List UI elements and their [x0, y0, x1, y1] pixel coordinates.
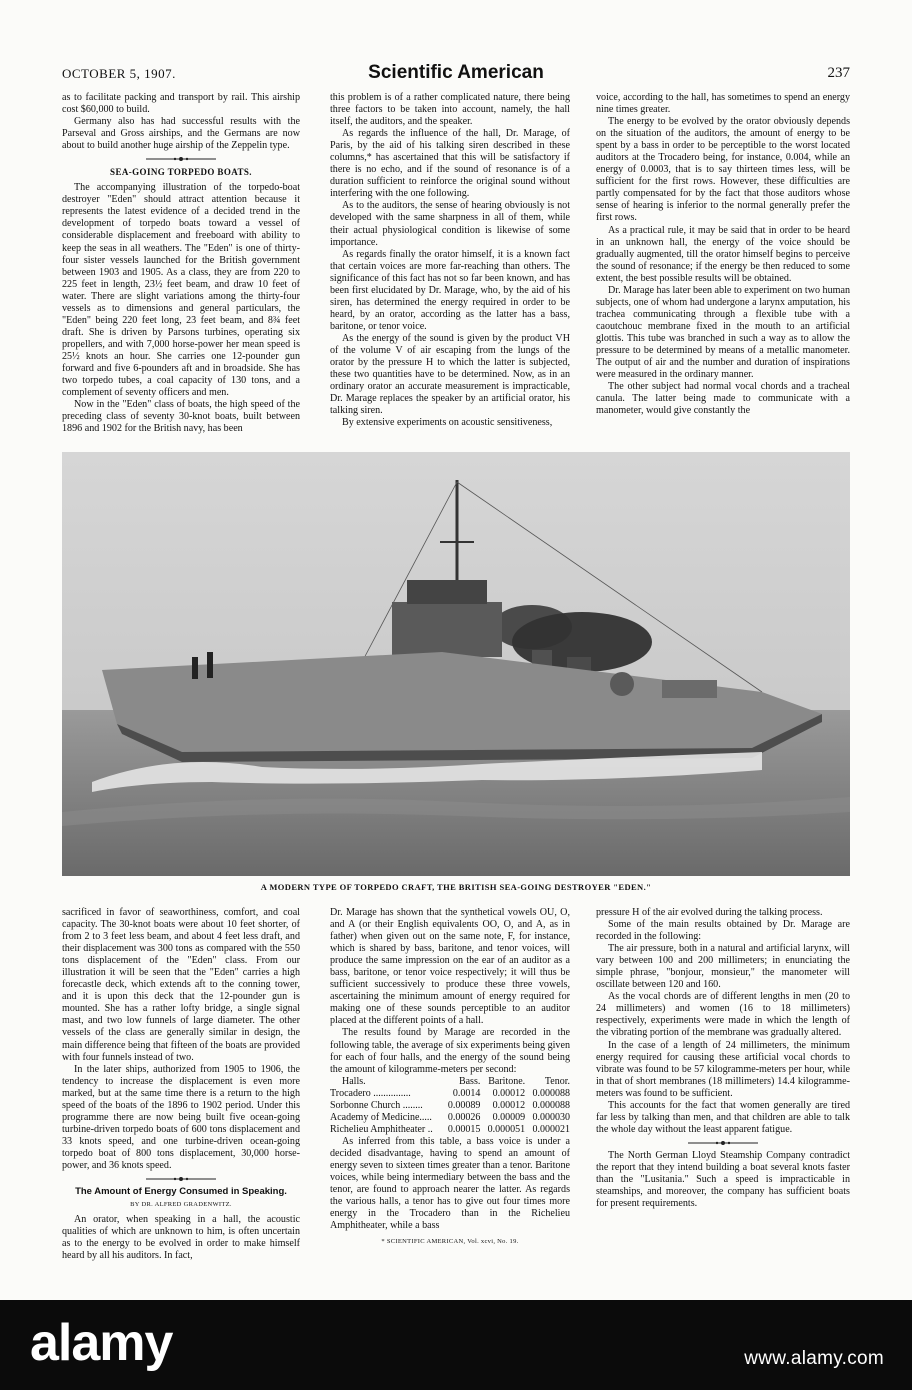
table-cell: 0.0014	[452, 1087, 481, 1099]
alamy-logo	[30, 1316, 206, 1372]
paragraph: The results found by Marage are recorded in the following table, the average of six experiments being given for each of four halls, and the energy of the sound being the amount of kilogramme-meters per second:	[330, 1027, 570, 1075]
footnote: * SCIENTIFIC AMERICAN, Vol. xcvi, No. 19.	[381, 1238, 519, 1246]
energy-table	[330, 1076, 570, 1136]
column-1-top	[62, 92, 300, 447]
paragraph: Germany also has had successful results with the Parseval and Gross airships, and the Germans are now about to build another huge airship of the Zeppelin type.	[62, 116, 300, 152]
table-header: Tenor.	[544, 1075, 570, 1087]
table-cell: Sorbonne Church ........	[330, 1099, 423, 1111]
table-cell: 0.000088	[532, 1099, 570, 1111]
paragraph: As the energy of the sound is given by the product VH of the volume V of air escaping from the lungs of the orator by the pressure H to which the latter is subjected, these two quantities have to be determined. Now, as in an ordinary orator an accurate measurement is impracticable, Dr. Marage replaces the speaker by an artificial orator, his talking siren.	[330, 332, 570, 417]
paragraph: The North German Lloyd Steamship Company contradict the report that they intend building a boat several knots faster than the "Lusitania." Such a speed is impracticable in steamships, and moreover, the company has sufficient boats for present requirements.	[596, 1149, 850, 1210]
column-3-top	[596, 92, 850, 447]
paragraph: By extensive experiments on acoustic sensitiveness,	[342, 417, 553, 429]
paragraph: as to facilitate packing and transport by rail. This airship cost $60,000 to build.	[62, 92, 300, 116]
photo-caption: A MODERN TYPE OF TORPEDO CRAFT, THE BRITISH SEA-GOING DESTROYER "EDEN."	[260, 882, 652, 892]
table-cell: 0.000030	[532, 1111, 570, 1123]
table-cell: 0.00009	[492, 1111, 526, 1123]
table-row	[330, 1124, 570, 1136]
paragraph: As inferred from this table, a bass voice is under a decided disadvantage, having to spend an amount of energy seven to sixteen times greater than a tenor. Baritone voices, while being intermediary between the bass and the tenor, are found to approach nearer the latter. As regards the various halls, a tenor has to give out four times more energy in the Trocadero than in the Richelieu Amphitheater, while a bass	[330, 1135, 570, 1231]
paragraph: This accounts for the fact that women generally are tired far less by talking than men, and that children are able to talk the whole day without the least apparent fatigue.	[596, 1099, 850, 1135]
paragraph: As to the auditors, the sense of hearing obviously is not developed with the same sharpness in all of them, while their actual physiological condition is likewise of some importance.	[330, 200, 570, 248]
table-cell: Academy of Medicine.....	[330, 1111, 432, 1123]
table-row	[330, 1100, 570, 1112]
table-cell: 0.00089	[447, 1099, 481, 1111]
issue-date: OCTOBER 5, 1907.	[62, 66, 176, 81]
table-cell: Richelieu Amphitheater ..	[330, 1123, 433, 1135]
stock-watermark-banner	[0, 1300, 912, 1390]
paragraph: Dr. Marage has later been able to experiment on two human subjects, one of whom had undergone a larynx amputation, his trachea communicating through a flexible tube with a caoutchouc membrane fixed in the mouth to an artificial glottis. This tube was branched in such a way as to allow the pressure to be determined by means of a metallic manometer. The output of air and the number and duration of inspirations were measured in the ordinary manner.	[596, 284, 850, 381]
masthead: Scientific American	[368, 62, 544, 83]
table-cell: 0.00012	[492, 1087, 526, 1099]
byline: BY DR. ALFRED GRADENWITZ.	[130, 1201, 232, 1209]
paragraph: this problem is of a rather complicated nature, there being three factors to be taken into account, namely, the hall itself, the auditors, and the speaker.	[330, 92, 570, 128]
paragraph: Some of the main results obtained by Dr. Marage are recorded in the following:	[596, 919, 850, 943]
paragraph: The accompanying illustration of the torpedo-boat destroyer "Eden" should attract attention because it represents the latest evidence of a decided trend in the development of torpedo boats toward a vessel of considerable displacement and freeboard with ability to keep the seas in all weathers. The "Eden" is one of thirty-four sister vessels launched for the British government between 1903 and 1905. As a class, they are from 220 to 225 feet in length, 23½ feet beam, and draw 10 feet of water. There are slight variations among the thirty-four vessels as to dimensions and general particulars, the "Eden" being 220 feet long, 23 feet beam, and 8¾ feet draft. She is driven by Parsons turbines, operating six propellers, and with 7,000 horse-power her mean speed is 25½ knots an hour. She carries one 12-pounder gun forward and five 6-pounders aft and in broadside. She has two torpedo tubes, a coal capacity of 130 tons, and a complement of seventy officers and men.	[62, 182, 300, 399]
paragraph: sacrificed in favor of seaworthiness, comfort, and coal capacity. The 30-knot boats were about 10 feet shorter, of from 2 to 3 feet less beam, and about 4 feet less draft, and their displacement was 300 tons as compared with the 550 tons displacement of the "Eden" class. From our illustration it will be seen that the "Eden" carries a high forecastle deck, which extends aft to the conning tower, and it is upon this deck that the 12-pounder gun is mounted. She has a rather lofty bridge, a single signal mast, and two low funnels of large diameter. The other vessels of the class are generally similar in design, the main difference being that fifteen of the boats are provided with four funnels instead of two.	[62, 907, 300, 1063]
paragraph: The other subject had normal vocal chords and a tracheal canula. The latter being made to communicate with a manometer, would give constantly the	[596, 381, 850, 417]
ornament-rule	[688, 1140, 758, 1146]
page-number: 237	[827, 65, 850, 81]
column-1-bottom	[62, 907, 300, 1287]
section-heading: SEA-GOING TORPEDO BOATS.	[110, 167, 252, 178]
column-3-bottom	[596, 907, 850, 1287]
table-cell: 0.00015	[447, 1123, 481, 1135]
paragraph: In the case of a length of 24 millimeters, the minimum energy required for causing these artificial vocal chords to vibrate was found to be 57 kilogramme-meters per hour, while in that of short membranes (18 millimeters) 14.4 kilogramme-meters was found to be sufficient.	[596, 1039, 850, 1099]
table-row	[330, 1088, 570, 1100]
page-header	[0, 62, 912, 86]
paragraph: voice, according to the hall, has sometimes to spend an energy nine times greater.	[596, 92, 850, 116]
paragraph: As the vocal chords are of different lengths in men (20 to 24 millimeters) and women (16 to 18 millimeters) respectively, experiments were made in which the length of the vibrating portion of the membrane was gradually altered.	[596, 991, 850, 1039]
table-header-row	[330, 1076, 570, 1088]
table-cell: 0.00012	[492, 1099, 526, 1111]
column-2-top	[330, 92, 570, 447]
article-heading: The Amount of Energy Consumed in Speaking.	[75, 1186, 287, 1198]
table-cell: 0.00026	[447, 1111, 481, 1123]
paragraph: As a practical rule, it may be said that in order to be heard in an unknown hall, the energy of the voice should be gradually augmented, till the orator himself begins to perceive the sound of resonance; if the energy be then reduced to some extent, the best possible results will be obtained.	[596, 224, 850, 284]
table-cell: Trocadero ...............	[330, 1087, 411, 1099]
paragraph: Dr. Marage has shown that the synthetical vowels OU, O, and A (or their English equivalents OO, O, and A, as in father) when given out on the same note, F, for instance, which is shared by bass, baritone, and tenor voices, will produce the same impression on the ear of an auditor as a bass, baritone, or tenor voice respectively; it will thus be sufficient successively to produce these three vowels, ascertaining the minimum amount of energy required for making one of these sounds perceptible to an auditor placed at the different points of a hall.	[330, 907, 570, 1027]
table-header: Bass.	[458, 1075, 481, 1087]
table-cell: 0.000051	[487, 1123, 526, 1135]
ornament-rule	[146, 156, 216, 162]
table-header: Baritone.	[488, 1075, 526, 1087]
table-cell: 0.000088	[532, 1087, 570, 1099]
destroyer-photograph	[62, 452, 850, 876]
logo-text: alamy	[30, 1316, 173, 1372]
paragraph: Now in the "Eden" class of boats, the high speed of the preceding class of seventy 30-knot boats, built between 1896 and 1902 for the British navy, has been	[62, 399, 300, 435]
site-url: www.alamy.com	[744, 1348, 884, 1369]
paragraph: An orator, when speaking in a hall, the acoustic qualities of which are unknown to him, is often uncertain as to the energy to be evolved in order to make himself heard by all his auditors. In fact,	[62, 1214, 300, 1262]
paragraph: The air pressure, both in a natural and artificial larynx, will vary between 100 and 200 millimeters; in enunciating the simple phrase, "bonjour, monsieur," the manometer will oscillate between 120 and 160.	[596, 943, 850, 991]
table-cell: 0.000021	[532, 1123, 570, 1135]
paragraph: As regards finally the orator himself, it is a known fact that certain voices are more far-reaching than others. The significance of this fact has not so far been known, and has been first elucidated by Dr. Marage, who, by the aid of his siren, has determined the energy required in order to be heard, by an orator, according as the latter has a bass, baritone, or tenor voice.	[330, 248, 570, 332]
paragraph: The energy to be evolved by the orator obviously depends on the situation of the auditors, the amount of energy to be spent by a bass in order to be perceptible to the worst located auditors at the Trocadero being, for instance, 0.004, while an energy of 0.0003, that is to say thirteen times less, will be sufficient for the first rows. However, these difficulties are partly compensated for by the fact that those auditors whose sense of hearing is inferior to the normal generally prefer the first rows.	[596, 116, 850, 224]
ornament-rule	[146, 1176, 216, 1182]
table-row	[330, 1112, 570, 1124]
table-header: Halls.	[342, 1075, 366, 1087]
paragraph: pressure H of the air evolved during the talking process.	[596, 907, 823, 918]
column-2-bottom	[330, 907, 570, 1287]
paragraph: In the later ships, authorized from 1905 to 1906, the tendency to increase the displacement is even more marked, but at the same time there is a return to the high speed of the boats of the 1896 to 1902 period. Under this programme there are now being built five ocean-going turbine-driven torpedo boats of 600 tons displacement and 33 knots speed, and one turbine-driven ocean-going torpedo boat of 800 tons displacement, 30,000 horse-power, and 36 knots speed.	[62, 1063, 300, 1171]
paragraph: As regards the influence of the hall, Dr. Marage, of Paris, by the aid of his talking siren described in these columns,* has ascertained that this will be satisfactory if there is no echo, and if the sound of resonance is of a duration sufficient to reinforce the original sound without interfering with the one following.	[330, 128, 570, 200]
